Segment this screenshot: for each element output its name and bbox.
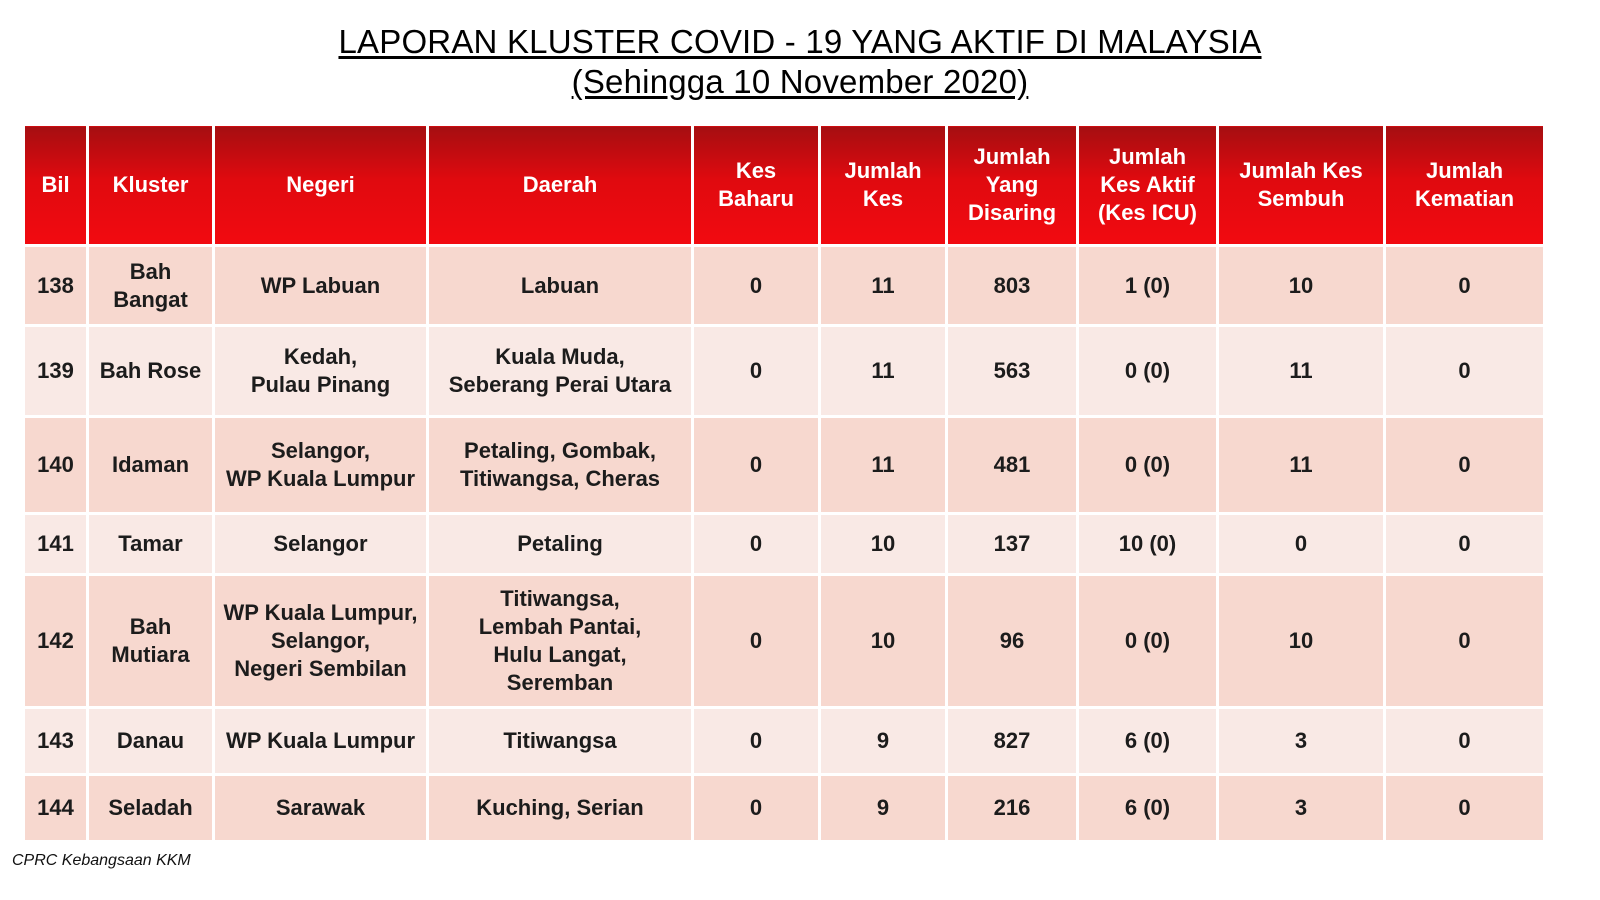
cell-text-line: 10 — [870, 531, 896, 556]
cell-text-line: 803 — [993, 272, 1031, 298]
cell-text-line: Titiwangsa — [503, 728, 617, 753]
cell-jumlah-disaring — [947, 575, 1078, 708]
cell-text-line: 0 — [1458, 795, 1471, 820]
cell-jumlah-kematian — [1385, 708, 1545, 775]
cell-text-line: Seremban — [506, 670, 614, 695]
cell-daerah — [428, 514, 693, 575]
header-jumlah-kes — [820, 125, 947, 246]
cell-text-line: 563 — [993, 358, 1031, 383]
cell-text-line: 0 — [1458, 272, 1471, 298]
cell-text-line: 0 (0) — [1124, 358, 1171, 383]
cell-text-line: Selangor, — [270, 438, 371, 463]
cell-text-line: 137 — [993, 531, 1031, 556]
cell-jumlah-kes — [820, 417, 947, 514]
cell-text-line: 481 — [993, 452, 1031, 477]
table-row — [24, 575, 1545, 708]
cell-text-line: 96 — [999, 628, 1025, 653]
table-row — [24, 514, 1545, 575]
cell-kluster — [88, 708, 214, 775]
cell-jumlah-kes-sembuh — [1218, 417, 1385, 514]
header-daerah — [428, 125, 693, 246]
cell-text-line: 9 — [876, 795, 890, 820]
cell-daerah — [428, 326, 693, 417]
table-header — [24, 125, 1545, 246]
cell-text-line: Labuan — [520, 272, 600, 298]
cell-negeri — [214, 775, 428, 842]
cell-text-line: Danau — [116, 728, 185, 753]
cell-text-line: Disaring — [967, 200, 1057, 225]
cell-text-line: 141 — [37, 531, 74, 556]
cell-jumlah-kes — [820, 708, 947, 775]
cell-jumlah-kes — [820, 326, 947, 417]
cell-text-line: 0 — [749, 728, 763, 753]
cell-text-line: Pulau Pinang — [250, 372, 391, 397]
cell-text-line: Kes — [735, 158, 777, 183]
cell-text-line: Kedah, — [283, 344, 358, 369]
cell-text-line: 11 — [1289, 452, 1313, 477]
cell-jumlah-kematian — [1385, 417, 1545, 514]
cell-text-line: 140 — [37, 452, 74, 477]
cell-kluster — [88, 417, 214, 514]
cell-jumlah-kes — [820, 246, 947, 326]
cell-text-line: 0 — [1458, 628, 1471, 653]
cell-text-line: 0 — [749, 531, 763, 556]
cell-text-line: 0 — [1458, 531, 1471, 556]
header-row — [24, 125, 1545, 246]
cell-text-line: WP Kuala Lumpur — [225, 728, 416, 753]
cell-text-line: 11 — [871, 452, 895, 477]
cell-text-line: 144 — [37, 795, 74, 820]
cell-text-line: Jumlah Kes — [1239, 158, 1363, 183]
cell-jumlah-kes-aktif — [1078, 326, 1218, 417]
report-title — [0, 22, 1600, 102]
cell-negeri — [214, 246, 428, 326]
cell-text-line: Seberang Perai Utara — [448, 372, 672, 397]
cell-jumlah-kes-sembuh — [1218, 246, 1385, 326]
cell-text-line: 6 (0) — [1124, 795, 1171, 820]
cell-text-line: 11 — [871, 358, 895, 383]
cell-text-line: 1 (0) — [1124, 272, 1171, 298]
cell-kes-baharu — [693, 417, 820, 514]
cell-text-line: 139 — [37, 358, 74, 383]
cell-jumlah-disaring — [947, 246, 1078, 326]
cell-jumlah-kes-sembuh — [1218, 575, 1385, 708]
cell-daerah — [428, 575, 693, 708]
cell-text-line: 827 — [993, 728, 1031, 753]
cell-bil — [24, 326, 88, 417]
cell-text-line: Tamar — [118, 531, 183, 556]
cell-text-line: Selangor — [273, 531, 368, 556]
header-jumlah-kes-aktif — [1078, 125, 1218, 246]
cell-kes-baharu — [693, 575, 820, 708]
cell-negeri — [214, 417, 428, 514]
cell-jumlah-kes-sembuh — [1218, 775, 1385, 842]
cell-text-line: WP Kuala Lumpur — [225, 466, 416, 491]
cell-bil — [24, 708, 88, 775]
cell-text-line: 0 — [749, 628, 763, 653]
cell-text-line: 6 (0) — [1124, 728, 1171, 753]
cell-bil — [24, 246, 88, 326]
cell-text-line: Kes — [862, 186, 904, 211]
cell-text-line: 0 — [1458, 452, 1471, 477]
cell-kes-baharu — [693, 514, 820, 575]
cell-text-line: Yang — [985, 172, 1039, 197]
cell-text-line: 3 — [1294, 795, 1308, 820]
cell-text-line: Titiwangsa, Cheras — [459, 466, 661, 491]
report-title-line-2: (Sehingga 10 November 2020) — [571, 63, 1029, 100]
cell-kluster — [88, 326, 214, 417]
cell-text-line: Petaling, Gombak, — [464, 438, 656, 463]
cell-text-line: Kluster — [112, 172, 189, 197]
cell-jumlah-kes-sembuh — [1218, 514, 1385, 575]
cell-text-line: 0 — [749, 358, 763, 383]
cell-text-line: Idaman — [111, 452, 190, 477]
cell-text-line: Jumlah — [1108, 144, 1187, 169]
cell-text-line: 0 — [749, 795, 763, 820]
cell-text-line: 10 (0) — [1118, 531, 1177, 556]
cell-kluster — [88, 246, 214, 326]
cell-negeri — [214, 514, 428, 575]
cell-text-line: Kuala Muda, — [495, 344, 625, 369]
cell-jumlah-kes-aktif — [1078, 775, 1218, 842]
cell-text-line: Bangat — [113, 286, 188, 312]
cell-text-line: 0 — [1294, 531, 1308, 556]
table-row — [24, 708, 1545, 775]
cluster-table — [22, 123, 1546, 843]
cell-jumlah-kematian — [1385, 514, 1545, 575]
cell-jumlah-kes-aktif — [1078, 708, 1218, 775]
header-jumlah-disaring — [947, 125, 1078, 246]
cell-daerah — [428, 246, 693, 326]
header-kluster — [88, 125, 214, 246]
cell-text-line: Kuching, Serian — [476, 795, 644, 820]
cell-jumlah-kes-aktif — [1078, 417, 1218, 514]
table-row — [24, 775, 1545, 842]
header-jumlah-kematian — [1385, 125, 1545, 246]
cell-text-line: Jumlah — [973, 144, 1051, 169]
table-row — [24, 246, 1545, 326]
header-negeri — [214, 125, 428, 246]
cell-text-line: 0 (0) — [1124, 628, 1171, 653]
cell-text-line: Negeri Sembilan — [234, 656, 407, 681]
cell-jumlah-disaring — [947, 514, 1078, 575]
cell-jumlah-kematian — [1385, 246, 1545, 326]
cell-text-line: Kes Aktif — [1100, 172, 1195, 197]
cell-jumlah-kes-sembuh — [1218, 326, 1385, 417]
cell-daerah — [428, 708, 693, 775]
cell-jumlah-kes-aktif — [1078, 514, 1218, 575]
cell-text-line: Mutiara — [111, 642, 190, 667]
report-title-line-1: LAPORAN KLUSTER COVID - 19 YANG AKTIF DI MALAYSIA — [338, 23, 1262, 60]
cell-text-line: Bah — [129, 614, 172, 639]
cell-text-line: Selangor, — [270, 628, 371, 653]
cell-jumlah-disaring — [947, 417, 1078, 514]
cell-text-line: Bah Rose — [99, 358, 202, 383]
cell-jumlah-kes-sembuh — [1218, 708, 1385, 775]
cell-text-line: Sembuh — [1257, 186, 1345, 211]
cell-jumlah-disaring — [947, 708, 1078, 775]
cell-text-line: 0 — [1458, 728, 1471, 753]
cell-kes-baharu — [693, 246, 820, 326]
cell-daerah — [428, 417, 693, 514]
cell-negeri — [214, 326, 428, 417]
cell-text-line: Jumlah — [844, 158, 922, 183]
cell-text-line: Seladah — [108, 795, 193, 820]
cell-text-line: Kematian — [1414, 186, 1515, 211]
cell-bil — [24, 417, 88, 514]
cell-bil — [24, 775, 88, 842]
cell-jumlah-kematian — [1385, 775, 1545, 842]
cell-text-line: 216 — [993, 795, 1031, 820]
cell-kes-baharu — [693, 775, 820, 842]
cell-text-line: Baharu — [718, 186, 794, 211]
cell-jumlah-kes-aktif — [1078, 575, 1218, 708]
cell-text-line: 142 — [37, 628, 74, 653]
cell-text-line: 0 — [749, 452, 763, 477]
cell-bil — [24, 575, 88, 708]
source-note: CPRC Kebangsaan KKM — [12, 852, 191, 869]
cell-text-line: WP Kuala Lumpur, — [223, 600, 418, 625]
cell-text-line: (Kes ICU) — [1097, 200, 1197, 225]
header-kes-baharu — [693, 125, 820, 246]
cell-kluster — [88, 514, 214, 575]
cell-text-line: Bil — [41, 172, 70, 197]
cell-negeri — [214, 575, 428, 708]
cell-text-line: 0 — [749, 272, 763, 298]
cell-text-line: Negeri — [286, 172, 355, 197]
table-row — [24, 417, 1545, 514]
cell-jumlah-kes — [820, 775, 947, 842]
cell-jumlah-kes — [820, 575, 947, 708]
cell-text-line: 11 — [1289, 358, 1313, 383]
cell-text-line: Daerah — [522, 172, 598, 197]
cell-jumlah-kematian — [1385, 575, 1545, 708]
cell-kluster — [88, 775, 214, 842]
cell-jumlah-disaring — [947, 775, 1078, 842]
cell-text-line: 138 — [37, 272, 74, 298]
table-row — [24, 326, 1545, 417]
cell-text-line: Lembah Pantai, — [478, 614, 642, 639]
cell-negeri — [214, 708, 428, 775]
cell-jumlah-kematian — [1385, 326, 1545, 417]
table-body — [24, 246, 1545, 842]
cell-text-line: 0 — [1458, 358, 1471, 383]
cell-text-line: Titiwangsa, — [500, 586, 620, 611]
cell-text-line: Petaling — [517, 531, 603, 556]
cell-text-line: 143 — [37, 728, 74, 753]
cell-text-line: Jumlah — [1425, 158, 1504, 183]
cell-text-line: Hulu Langat, — [493, 642, 627, 667]
cell-text-line: 10 — [1288, 628, 1314, 653]
cell-kluster — [88, 575, 214, 708]
cell-bil — [24, 514, 88, 575]
cell-text-line: 3 — [1294, 728, 1308, 753]
cell-jumlah-kes — [820, 514, 947, 575]
cell-kes-baharu — [693, 708, 820, 775]
cell-text-line: 10 — [1288, 272, 1314, 298]
cell-jumlah-kes-aktif — [1078, 246, 1218, 326]
cell-daerah — [428, 775, 693, 842]
cell-text-line: 9 — [876, 728, 890, 753]
cell-text-line: WP Labuan — [260, 272, 381, 298]
cell-text-line: 0 (0) — [1124, 452, 1171, 477]
cell-jumlah-disaring — [947, 326, 1078, 417]
cell-text-line: 11 — [871, 272, 895, 298]
cell-kes-baharu — [693, 326, 820, 417]
header-jumlah-kes-sembuh — [1218, 125, 1385, 246]
cell-text-line: 10 — [870, 628, 896, 653]
cell-text-line: Sarawak — [275, 795, 366, 820]
header-bil — [24, 125, 88, 246]
cell-text-line: Bah — [129, 258, 172, 284]
